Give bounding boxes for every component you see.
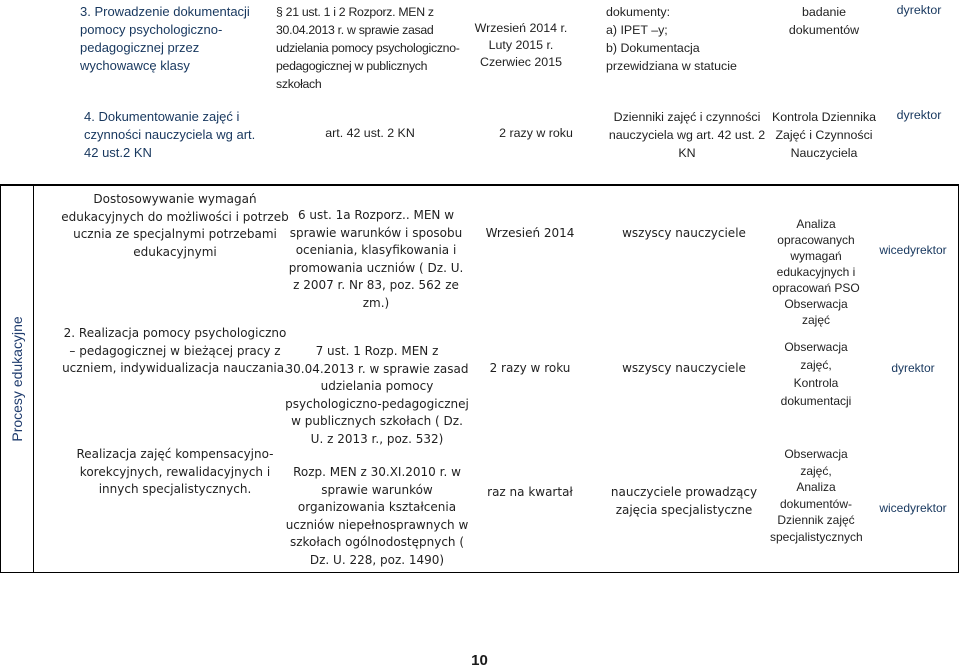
responsible-cell: dyrektor xyxy=(891,361,935,375)
section-label: Procesy edukacyjne xyxy=(8,315,25,442)
who-cell: wszyscy nauczyciele xyxy=(622,361,746,375)
responsible-cell: dyrektor xyxy=(896,108,942,122)
term-cell: 2 razy w roku xyxy=(499,126,573,140)
activity-cell: 3. Prowadzenie dokumentacji pomocy psychologiczno-pedagogicznej przez wychowawcę klasy xyxy=(80,4,250,73)
basis-cell: Rozp. MEN z 30.XI.2010 r. w sprawie warunków organizowania kształcenia uczniów niepełnosprawnych w szkołach ogólnodostępnych ( Dz. U. 228, poz. 1490) xyxy=(285,465,469,567)
method-cell: Obserwacja zajęć, Analiza dokumentów- Dziennik zajęć specjalistycznych xyxy=(770,447,863,544)
basis-cell: art. 42 ust. 2 KN xyxy=(325,126,415,140)
table-bottom-border xyxy=(0,572,959,573)
term-cell: raz na kwartał xyxy=(487,485,573,499)
method-cell: badanie dokumentów xyxy=(788,5,860,37)
table-top-border xyxy=(0,184,959,186)
top-table xyxy=(0,0,959,185)
basis-cell: § 21 ust. 1 i 2 Rozporz. MEN z 30.04.2013 r. w sprawie zasad udzielania pomocy psychologiczno-pedagogicznej w publicznych szkołach xyxy=(276,5,460,91)
activity-cell: Realizacja zajęć kompensacyjno-korekcyjnych, rewalidacyjnych i innych specjalistycznych. xyxy=(76,447,274,496)
basis-cell: 6 ust. 1a Rozporz.. MEN w sprawie warunków i sposobu oceniania, klasyfikowania i promowania uczniów ( Dz. U. z 2007 r. Nr 83, poz. 562 ze zm.) xyxy=(288,208,464,310)
who-cell: wszyscy nauczyciele xyxy=(622,226,746,240)
responsible-cell: dyrektor xyxy=(896,3,942,17)
column-divider xyxy=(33,184,34,573)
term-cell: Wrzesień 2014 r. Luty 2015 r. Czerwiec 2015 xyxy=(474,21,568,69)
method-cell: Kontrola Dziennika Zajęć i Czynności Nauczyciela xyxy=(771,110,876,160)
term-cell: Wrzesień 2014 xyxy=(485,226,575,240)
documents-cell: dokumenty: a) IPET –y; b) Dokumentacja przewidziana w statucie xyxy=(606,5,737,73)
activity-cell: 4. Dokumentowanie zajęć i czynności nauczyciela wg art. 42 ust.2 KN xyxy=(84,109,256,160)
responsible-cell: wicedyrektor xyxy=(879,243,947,257)
term-cell: 2 razy w roku xyxy=(489,361,571,375)
activity-cell: Dostosowywanie wymagań edukacyjnych do możliwości i potrzeb ucznia ze specjalnymi potrzebami edukacyjnymi xyxy=(61,192,289,259)
activity-cell: 2. Realizacja pomocy psychologiczno – pedagogicznej w bieżącej pracy z uczniem, indywidualizacja nauczania. xyxy=(62,326,288,375)
basis-cell: 7 ust. 1 Rozp. MEN z 30.04.2013 r. w sprawie zasad udzielania pomocy psychologiczno-pedagogicznej w publicznych szkołach ( Dz. U. z 2013 r., poz. 532) xyxy=(285,344,469,446)
responsible-cell: wicedyrektor xyxy=(879,501,947,515)
documents-cell: Dzienniki zajęć i czynności nauczyciela wg art. 42 ust. 2 KN xyxy=(608,110,766,160)
page-number: 10 xyxy=(471,652,488,669)
who-cell: nauczyciele prowadzący zajęcia specjalistyczne xyxy=(610,485,758,517)
method-cell: Obserwacja zajęć, Kontrola dokumentacji xyxy=(780,340,852,408)
method-cell: Analiza opracowanych wymagań edukacyjnych i opracowań PSO Obserwacja zajęć xyxy=(772,217,860,327)
